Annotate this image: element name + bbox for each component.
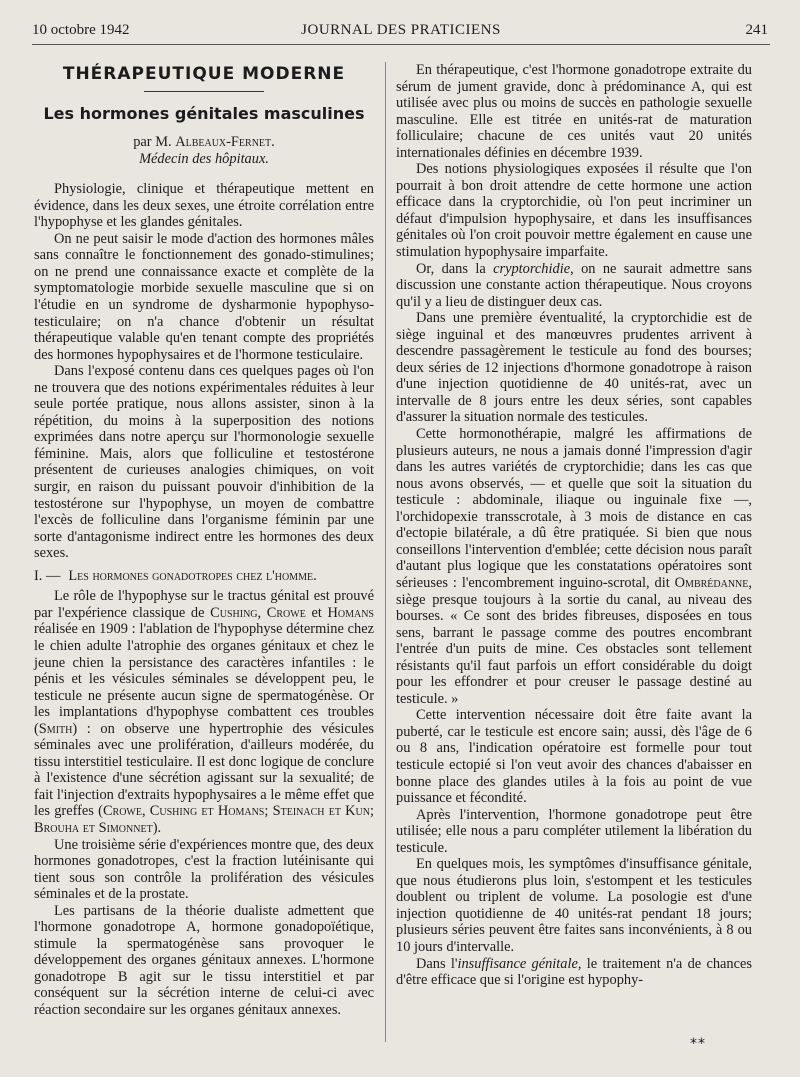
paragraph: Dans une première éventualité, la cryptorchidie est de siège inguinal et des manœuvres prudentes arrivent à descendre passagèrement le testicule au fond des bourses; deux séries de 12 injections d'hormone gonadotrope à raison d'une injection quotidienne de 40 unités-rat, avec un intervalle de 8 jours entre les deux séries, sont capables d'assurer la situation normale des testicules.: [396, 310, 752, 426]
author-ref: Homans: [327, 604, 374, 621]
paragraph: Après l'intervention, l'hormone gonadotrope peut être utilisée; elle nous a paru compléter utilement la libération du testicule.: [396, 806, 752, 856]
text-run: et: [305, 604, 328, 621]
right-column: [396, 62, 752, 989]
text-run: Cette hormonothérapie, malgré les affirmations de plusieurs auteurs, ne nous a jamais donné l'impression d'agir dans les autres variétés de cryptorchidie; dans les cas que nous avons observés, — et quelle que soit la situation du testicule : abdominale, iliaque ou inguinale fixe —, l'orchidopexie transscrotale, à 3 mois de distance en cas d'ectopie bilatérale, a dû être pratiquée. Si bien que nous conseillons l'intervention d'emblée; cette décision nous paraît d'autant plus logique que les constatations opératoires sont sérieuses : l'encombrement inguino-scrotal, dit: [396, 426, 752, 591]
author-ref: Cushing: [210, 604, 258, 621]
paragraph: [396, 426, 752, 707]
text-run: , on ne saurait admettre sans discussion une constante action thérapeutique. Nous croyons qu'il y a lieu de distinguer deux cas.: [396, 260, 753, 310]
issue-date: 10 octobre 1942: [32, 22, 130, 38]
paragraph: Une troisième série d'expériences montre que, des deux hormones gonadotropes, c'est la fraction lutéinisante qui tient sous son contrôle la prolifération des vésicules séminales et de la prostate.: [34, 836, 374, 903]
text-run: ,: [257, 604, 267, 621]
page-number: 241: [745, 22, 768, 38]
section-heading: [34, 568, 374, 585]
section-number: I. —: [34, 567, 61, 584]
paragraph: Cette intervention nécessaire doit être faite avant la puberté, car le testicule est encore sain; aussi, dès l'âge de 6 ou 8 ans, l'indication opératoire est formelle pour tout testicule ectopié si l'on veut avoir des chances d'abaisser en bonne place des glandes utiles à la fois au point de vue puissance et fécondité.: [396, 707, 752, 807]
left-column: [34, 62, 374, 1019]
author-ref-list: Crowe, Cushing et Homans; Steinach et Kun; Brouha et Simonnet: [34, 803, 374, 836]
author-name: Albeaux-Fernet: [175, 134, 272, 151]
paragraph: Physiologie, clinique et thérapeutique mettent en évidence, dans les deux sexes, une étroite corrélation entre l'hypophyse et les glandes génitales.: [34, 181, 374, 231]
paragraph: En quelques mois, les symptômes d'insuffisance génitale, que nous étudierons plus loin, s'estompent et les testicules doublent ou triplent de volume. La posologie est d'une injection quotidienne de 40 unités-rat pendant 18 jours; plusieurs séries peuvent être faites sans inconvénients, à 8 ou 10 jours d'intervalle.: [396, 856, 752, 955]
byline-prefix: par M.: [133, 134, 176, 151]
paragraph: Des notions physiologiques exposées il résulte que l'on pourrait à bon droit attendre de cette hormone une action efficace dans la cryptorchidie, où l'on peut incriminer un défaut d'impulsion hypophysaire, et dans les insuffisances génitales où l'on croit pouvoir mettre également en cause une stimulation hypophysaire imparfaite.: [396, 161, 752, 261]
emphasis: insuffisance génitale: [457, 955, 578, 972]
text-run: Dans l': [416, 955, 458, 972]
paragraph: Les partisans de la théorie dualiste admettent que l'hormone gonadotrope A, hormone gonadopoïétique, stimule la spermatogénèse sans provoquer le développement des organes génitaux annexes. L'hormone gonadotrope B agit sur le tissu interstitiel et par conséquent sur la sécrétion interne de celui-ci avec réaction secondaire sur les organes génitaux annexes.: [34, 902, 374, 1018]
byline: par M. Albeaux-Fernet.: [133, 134, 275, 151]
section-heading-text: Les hormones gonadotropes chez l'homme.: [68, 567, 317, 584]
text-run: , le traitement n'a de chances d'être efficace que si l'origine est hypophy-: [396, 955, 752, 989]
title-rule: [144, 91, 264, 92]
text-run: ).: [152, 819, 162, 836]
text-run: , siège presque toujours à la sortie du canal, au niveau des bourses. « Ce sont des brides fibreuses, disposées en tous sens, barrant le passage comme des poutres encombrant l'entrée d'un puits de mine. Ces obstacles sont tellement résistants qu'il faut parfois un effort considérable du doigt pour les effondrer et pour creuser le passage destiné au testicule. »: [396, 574, 752, 707]
text-run: Or, dans la: [416, 260, 494, 277]
text-run: Le rôle de l'hypophyse sur le tractus génital est prouvé par l'expérience classique de: [34, 588, 374, 621]
article-title: Les hormones génitales masculines: [43, 103, 365, 123]
running-header: [32, 18, 770, 45]
paragraph: [396, 261, 752, 311]
paragraph: Dans l'exposé contenu dans ces quelques pages où l'on ne trouvera que des notions expérimentales réduites à leur seule portée pratique, nous allons assister, sinon à la répétition, du moins à la superposition des notions exprimées dans notre aperçu sur l'hormonologie sexuelle féminine. Mais, alors que folliculine et testostérone présentent de curieuses analogies chimiques, on voit surgir, en raison du puissant pouvoir d'inhibition de la testostérone sur l'hypophyse, un moyen de combattre l'excès de folliculine dans l'organisme féminin par une sorte d'antagonisme indirect entre les hormones des deux sexes.: [34, 363, 374, 562]
paragraph: En thérapeutique, c'est l'hormone gonadotrope extraite du sérum de jument gravide, donc à prédominance A, qui est utilisée avec plus ou moins de succès en pathologie sexuelle masculine. Elle est titrée en unités-rat de maturation folliculaire; chacune de ces unités vaut 20 unités internationales définies en décembre 1939.: [396, 62, 752, 161]
paragraph: On ne peut saisir le mode d'action des hormones mâles sans connaître le fonctionnement des gonado-stimulines; on ne prend une connaissance exacte et complète de la symptomatologie morbide sexuelle masculine que si on l'étudie en un syndrome de dysharmonie hypophyso-testiculaire; on n'a chance d'obtenir un résultat thérapeutique valable qu'en tenant compte des propriétés des hormones hypophysaires et de l'hormone testiculaire.: [34, 230, 374, 363]
author-affiliation: Médecin des hôpitaux.: [139, 150, 269, 167]
author-ref: Ombrédanne: [674, 574, 749, 591]
text-run: ) : on observe une hypertrophie des vésicules séminales avec une prolifération, d'ailleurs modérée, du tissu interstitiel testiculaire. Il est donc logique de conclure à l'existence d'une sécrétion agissant sur la sexualité; de fait l'injection d'extraits hypophysaires a le même effet que les greffes (: [34, 720, 374, 820]
paragraph: [396, 956, 752, 989]
text-run: réalisée en 1909 : l'ablation de l'hypophyse détermine chez le chien adulte l'atrophie des organes génitaux et chez le jeune chien la persistance des caractères infantiles : le pénis et les vésicules séminales se développent peu, le testicule ne présente aucun signe de spermatogénèse. Or les implantations d'hypophyse combattent ces troubles (: [34, 621, 374, 737]
paragraph: [34, 588, 374, 836]
section-title: THÉRAPEUTIQUE MODERNE: [62, 64, 346, 84]
continuation-ornament: **: [690, 1036, 706, 1052]
emphasis: cryptorchidie: [493, 260, 571, 277]
author-ref: Crowe: [266, 604, 306, 621]
author-ref: Smith: [38, 720, 73, 737]
journal-title: JOURNAL DES PRATICIENS: [301, 22, 501, 38]
column-divider: [385, 62, 386, 1042]
